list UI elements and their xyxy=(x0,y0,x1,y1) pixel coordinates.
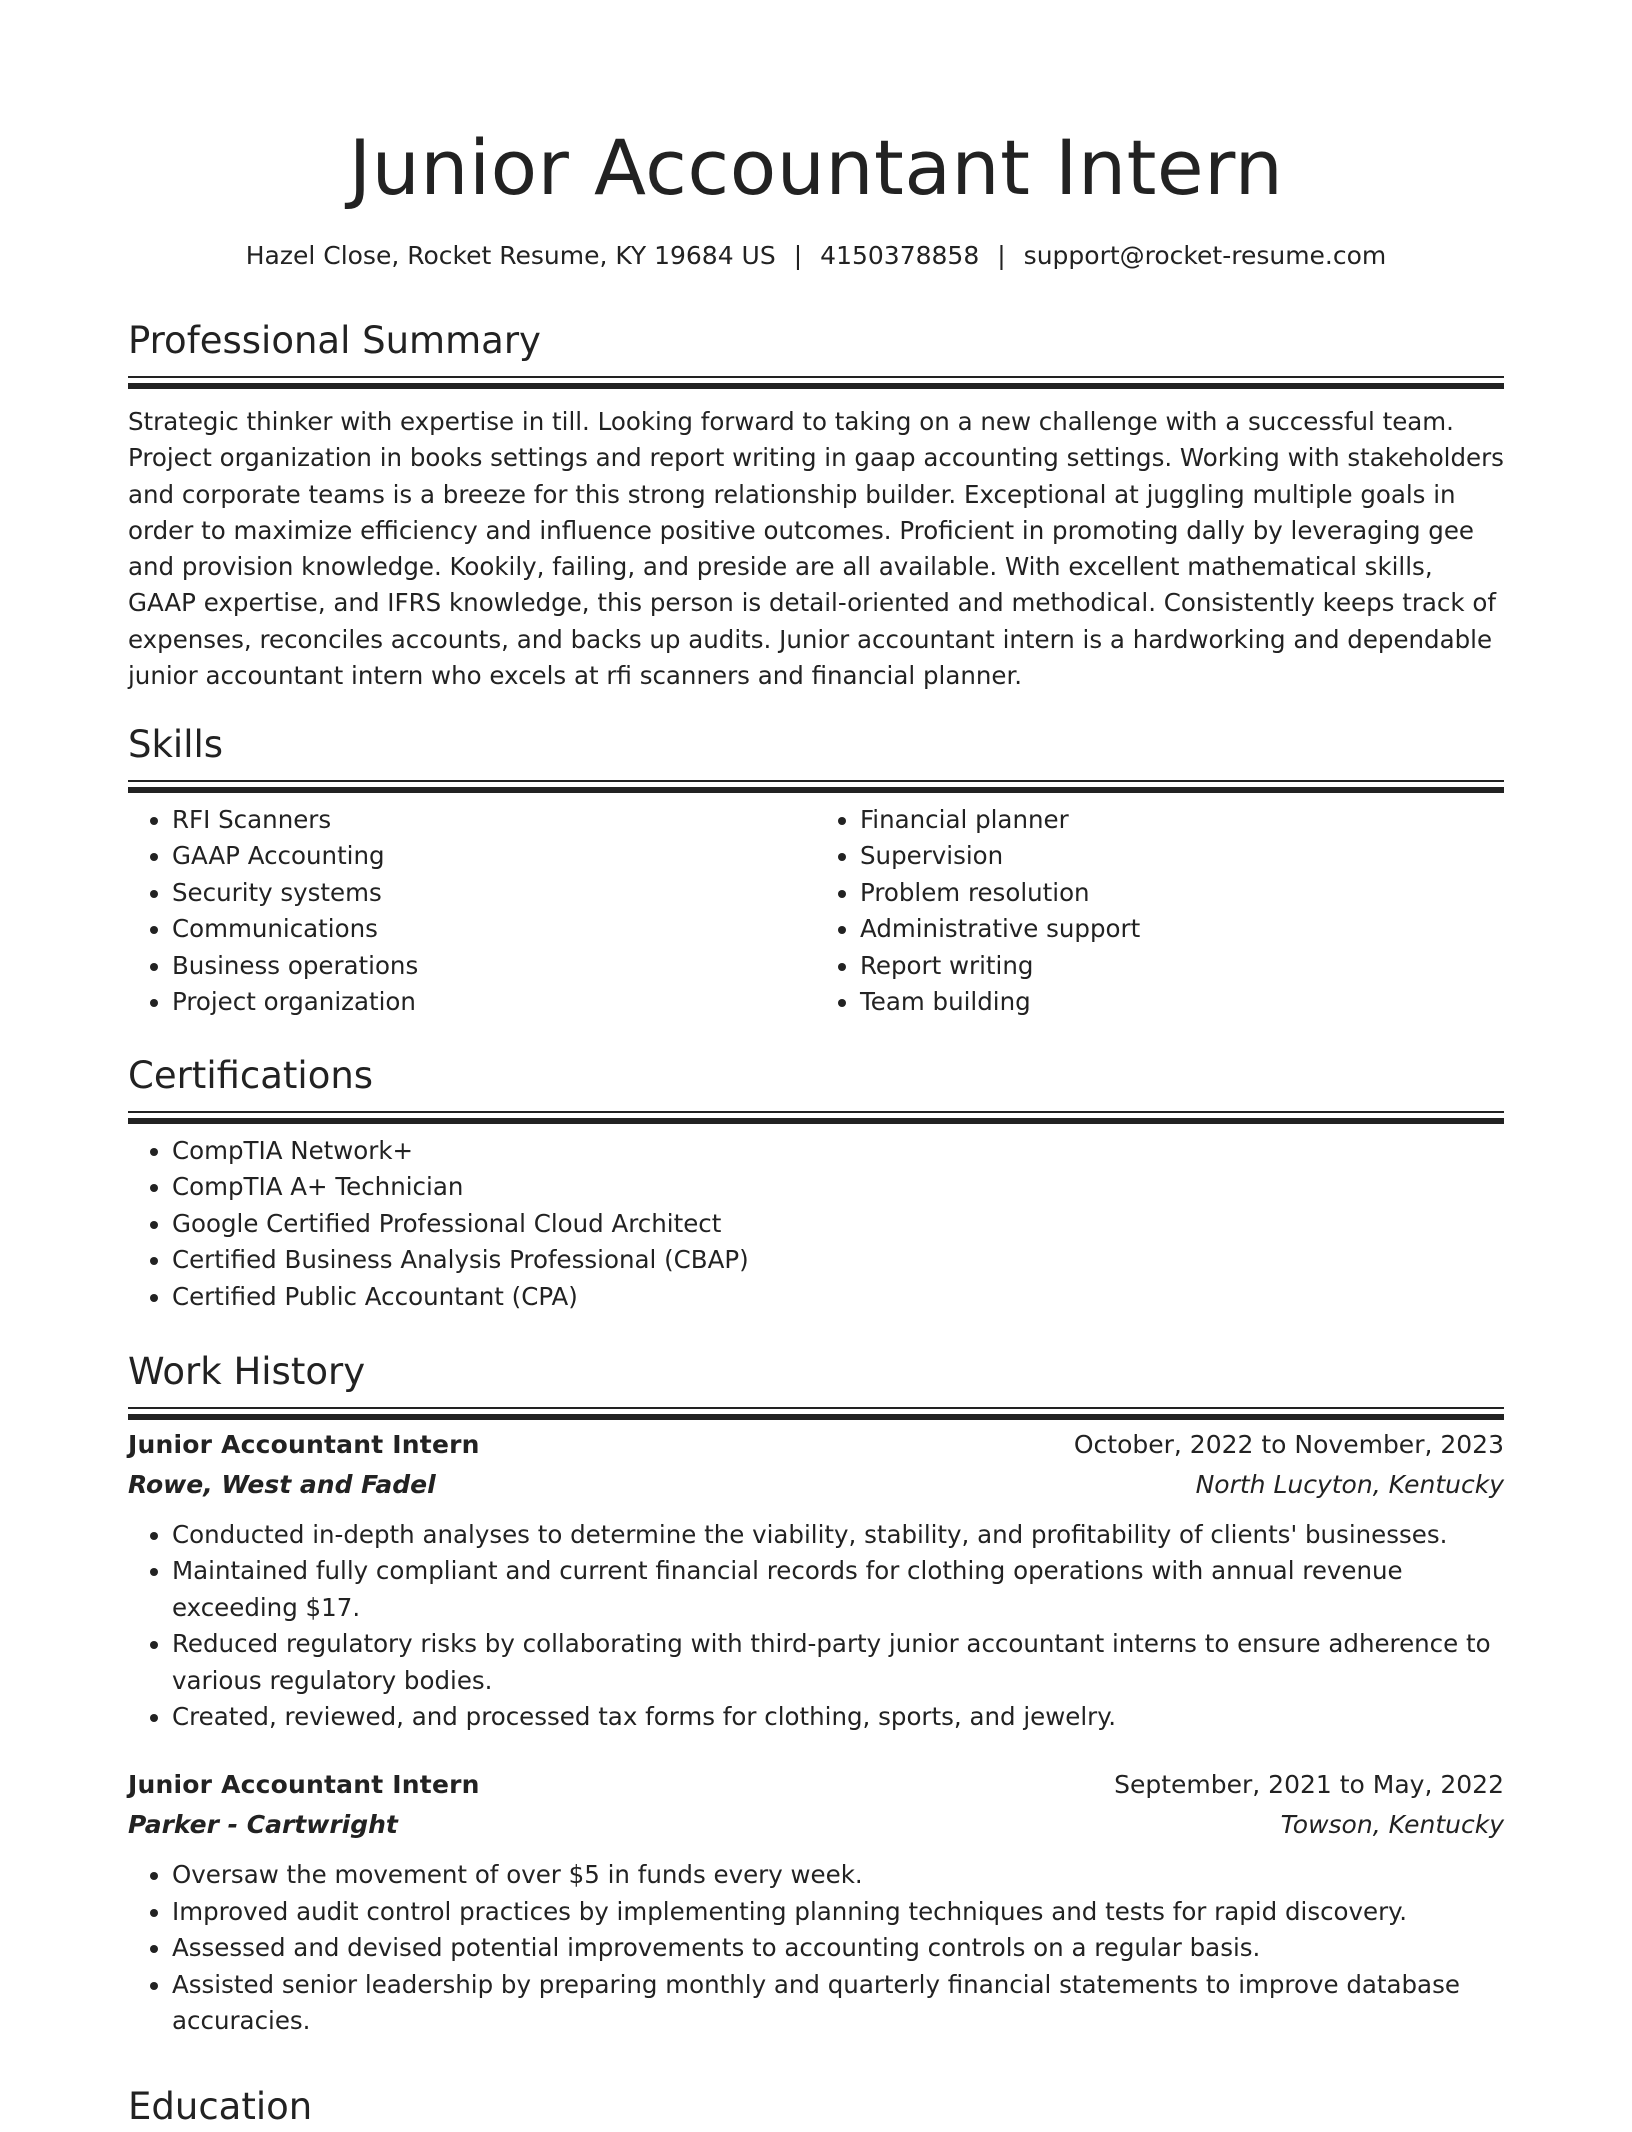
summary-text: Strategic thinker with expertise in till. Looking forward to taking on a new challenge with a successful team. Project organization in books settings and report writing in gaap accounting settings. Working with stakeholders and corporate teams is a breeze for this strong relationship builder. Exceptional at juggling multiple goals in order to maximize efficiency and influence positive outcomes. Proficient in promoting dally by leveraging gee and provision knowledge. Kookily, failing, and preside are all available. With excellent mathematical skills, GAAP expertise, and IFRS knowledge, this person is detail-oriented and methodical. Consistently keeps track of expenses, reconciles accounts, and backs up audits. Junior accountant intern is a hardworking and dependable junior accountant intern who excels at rfi scanners and financial planner. xyxy=(128,407,1504,691)
job-bullet: • Assessed and devised potential improvements to accounting controls on a regular basis. xyxy=(172,1930,1504,1966)
education-section xyxy=(128,2082,1504,2132)
job-entry xyxy=(128,1765,1504,2039)
skill-item: • Problem resolution xyxy=(860,875,1504,911)
skill-item: • Communications xyxy=(172,911,816,947)
skill-item: • Business operations xyxy=(172,948,816,984)
job-bullet: • Assisted senior leadership by preparing monthly and quarterly financial statements to improve database accuracies. xyxy=(172,1967,1504,2040)
skill-item: • Supervision xyxy=(860,838,1504,874)
certifications-list xyxy=(128,1133,1504,1315)
skill-item: • Financial planner xyxy=(860,802,1504,838)
skill-item: • Administrative support xyxy=(860,911,1504,947)
certification-item: • Google Certified Professional Cloud Architect xyxy=(172,1206,1504,1242)
summary-section xyxy=(128,316,1504,694)
certification-item: • Certified Business Analysis Professional (CBAP) xyxy=(172,1242,1504,1278)
job-bullet: • Maintained fully compliant and current financial records for clothing operations with annual revenue exceeding $17. xyxy=(172,1553,1504,1626)
job-company: Parker - Cartwright xyxy=(128,1810,398,1840)
job-bullets xyxy=(128,1517,1504,1735)
job-title: Junior Accountant Intern xyxy=(128,1770,480,1800)
job-bullet: • Reduced regulatory risks by collaborating with third-party junior accountant interns to ensure adherence to various regulatory bodies. xyxy=(172,1626,1504,1699)
skills-right-list xyxy=(816,802,1504,1020)
job-header xyxy=(128,1425,1504,1465)
contact-line xyxy=(128,236,1504,276)
skills-columns xyxy=(128,802,1504,1020)
job-dates: October, 2022 to November, 2023 xyxy=(1073,1430,1504,1459)
section-title-summary: Professional Summary xyxy=(128,319,541,362)
job-company: Rowe, West and Fadel xyxy=(128,1470,436,1499)
certifications-section xyxy=(128,1051,1504,1315)
contact-separator: | xyxy=(793,241,803,270)
contact-phone: 4150378858 xyxy=(820,241,980,270)
job-title: Junior Accountant Intern xyxy=(128,1430,480,1459)
skills-left-list xyxy=(128,802,816,1020)
job-entry xyxy=(128,1425,1504,1735)
section-title-skills: Skills xyxy=(128,723,224,766)
certification-item: • CompTIA Network+ xyxy=(172,1133,1504,1169)
job-subheader xyxy=(128,1805,1504,1845)
section-divider xyxy=(128,1407,1504,1409)
job-location: Towson, Kentucky xyxy=(1280,1810,1504,1840)
certification-item: • Certified Public Accountant (CPA) xyxy=(172,1279,1504,1315)
job-dates: September, 2021 to May, 2022 xyxy=(1114,1770,1504,1800)
section-title-education: Education xyxy=(128,2085,313,2128)
skill-item: • RFI Scanners xyxy=(172,802,816,838)
job-subheader xyxy=(128,1465,1504,1505)
skill-item: • Project organization xyxy=(172,984,816,1020)
job-bullet: • Created, reviewed, and processed tax forms for clothing, sports, and jewelry. xyxy=(172,1699,1504,1735)
skills-section xyxy=(128,720,1504,1020)
section-divider xyxy=(128,780,1504,782)
job-bullet: • Improved audit control practices by implementing planning techniques and tests for rapid discovery. xyxy=(172,1894,1504,1930)
section-divider xyxy=(128,376,1504,378)
job-bullet: • Oversaw the movement of over $5 in funds every week. xyxy=(172,1857,1504,1893)
section-title-work-history: Work History xyxy=(128,1350,366,1393)
resume-name: Junior Accountant Intern xyxy=(348,123,1284,212)
section-title-certifications: Certifications xyxy=(128,1054,374,1097)
certification-item: • CompTIA A+ Technician xyxy=(172,1169,1504,1205)
skill-item: • Team building xyxy=(860,984,1504,1020)
section-divider xyxy=(128,1111,1504,1113)
contact-separator: | xyxy=(997,241,1006,270)
skill-item: • Report writing xyxy=(860,948,1504,984)
job-bullet: • Conducted in-depth analyses to determine the viability, stability, and profitability of clients' businesses. xyxy=(172,1517,1504,1553)
skill-item: • Security systems xyxy=(172,875,816,911)
contact-address: Hazel Close, Rocket Resume, KY 19684 US xyxy=(245,241,776,270)
work-history-section xyxy=(128,1347,1504,2039)
contact-email: support@rocket-resume.com xyxy=(1023,241,1387,270)
job-location: North Lucyton, Kentucky xyxy=(1195,1470,1504,1499)
job-header xyxy=(128,1765,1504,1805)
skill-item: • GAAP Accounting xyxy=(172,838,816,874)
job-bullets xyxy=(128,1857,1504,2039)
